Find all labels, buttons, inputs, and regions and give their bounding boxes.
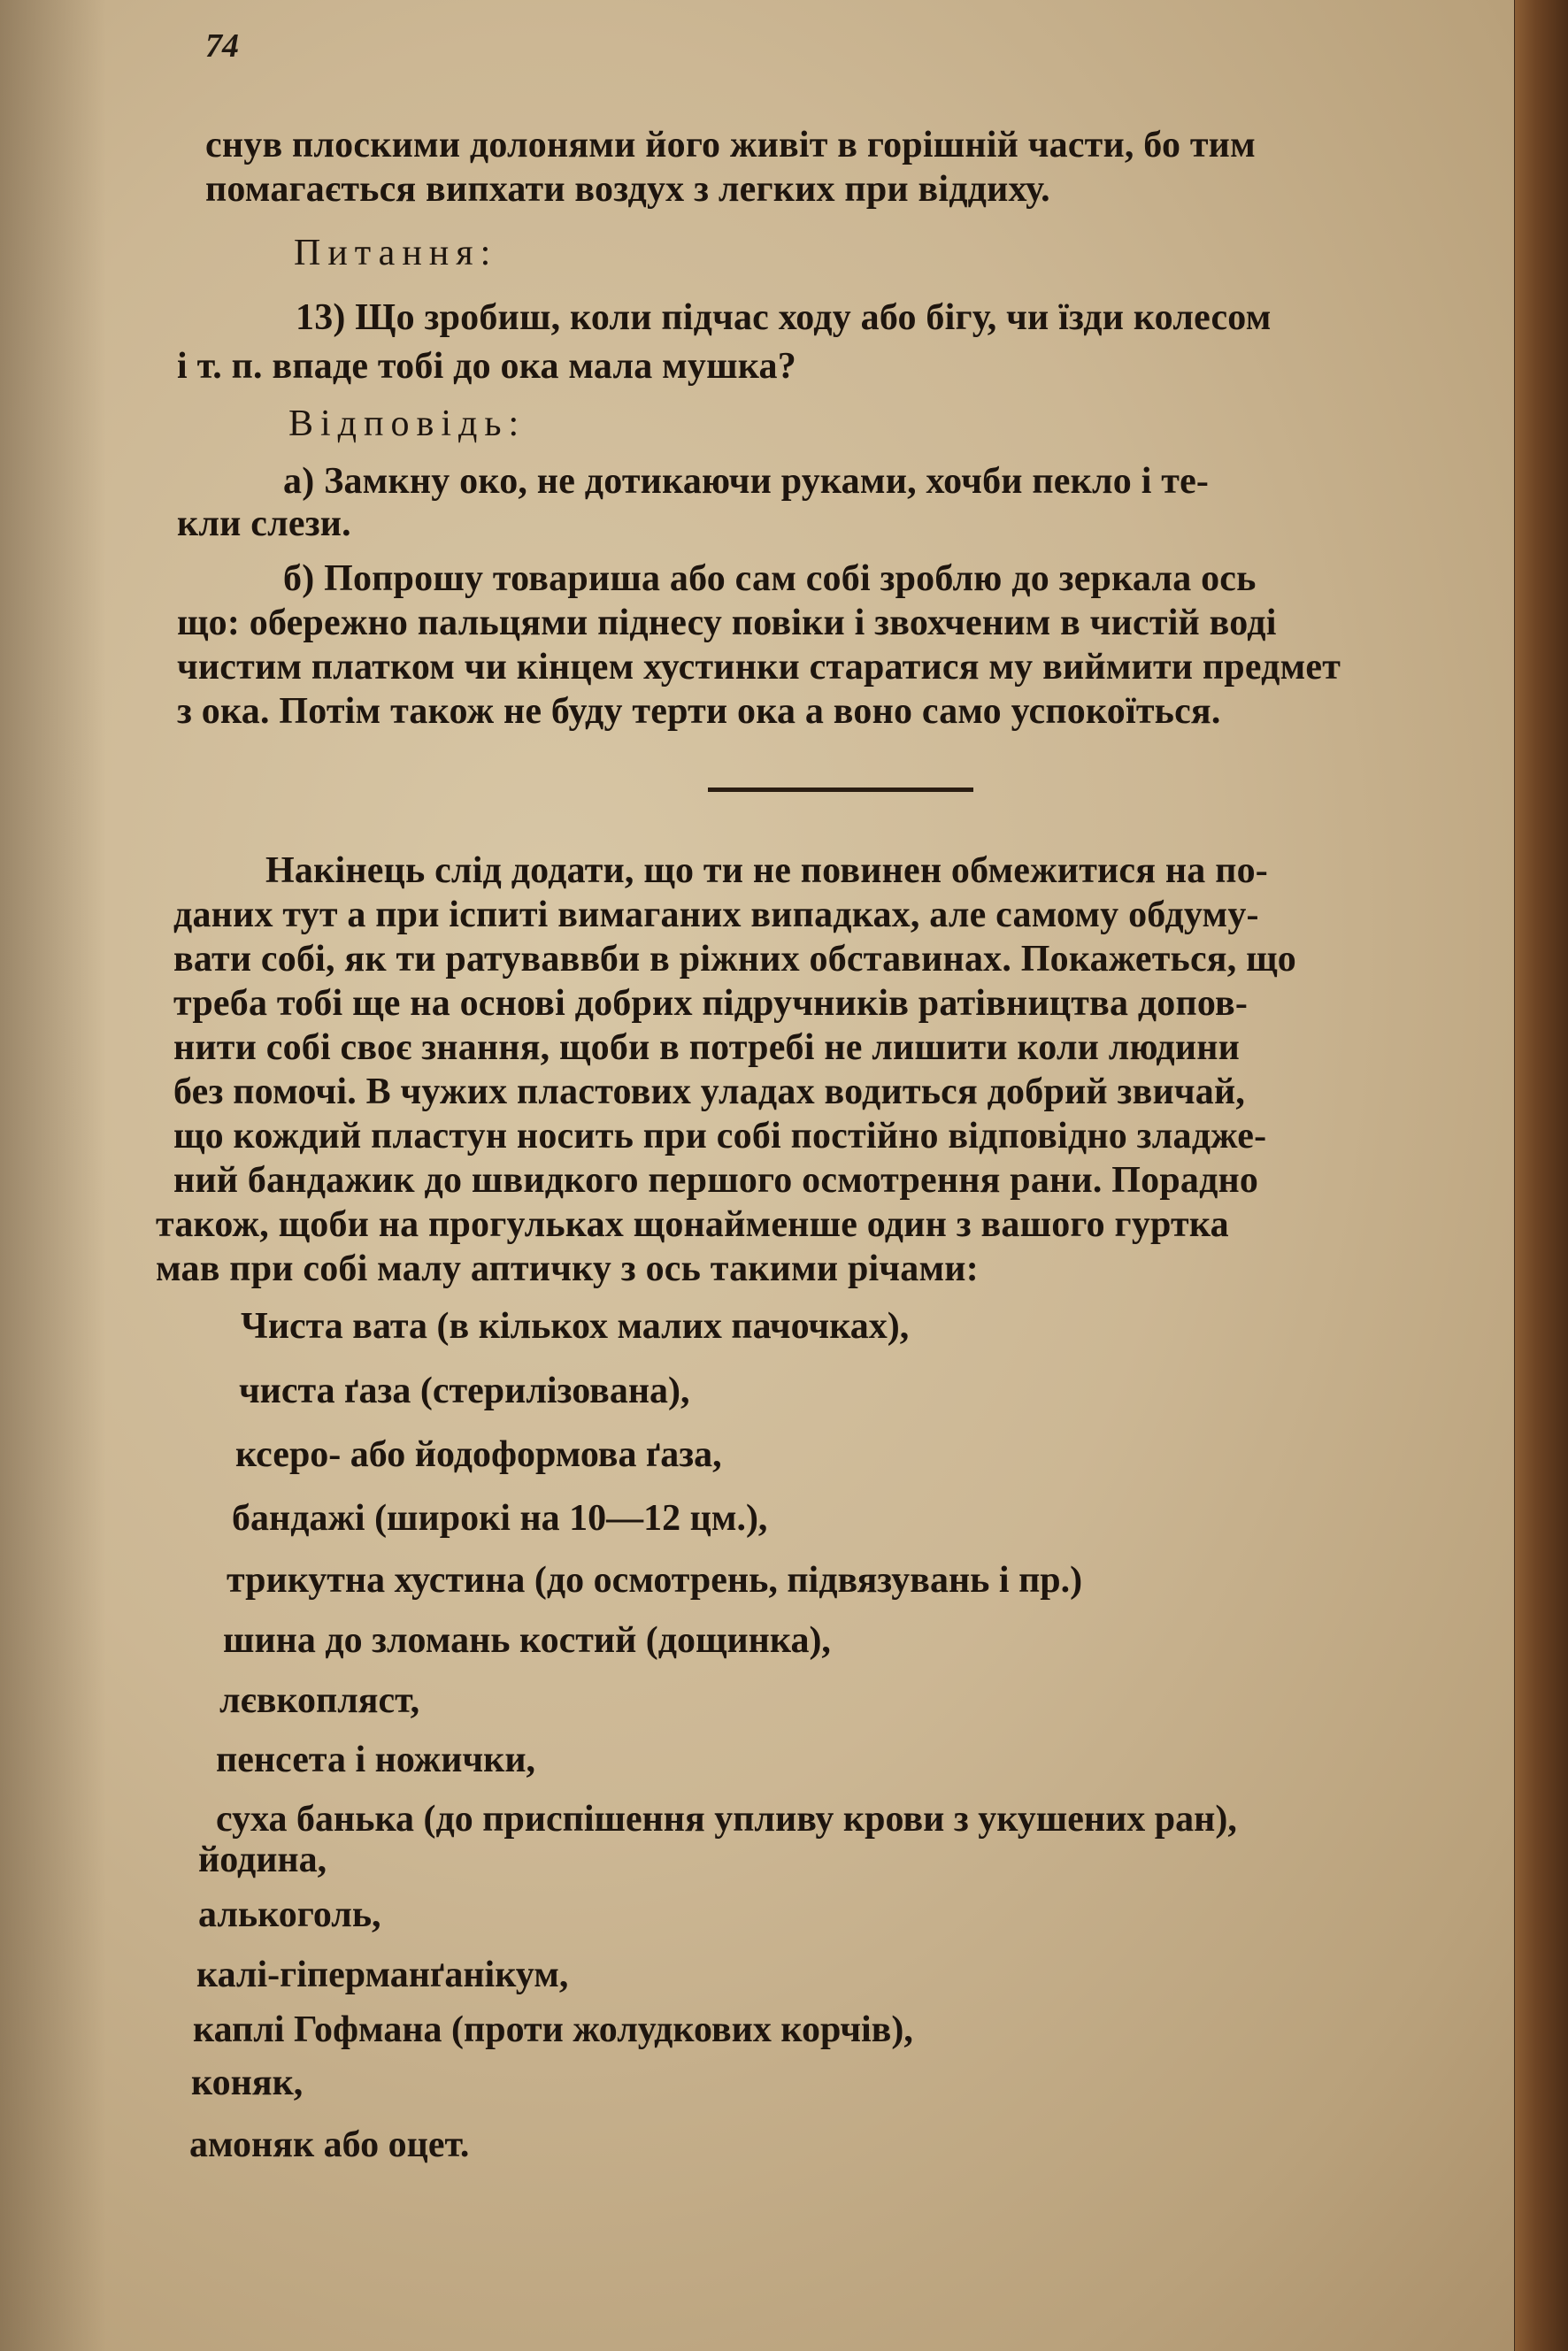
answer-text: б) Попрошу товариша або сам собі зроблю до зеркала ось	[283, 558, 1257, 599]
question-text: і т. п. впаде тобі до ока мала мушка?	[177, 346, 796, 387]
answer-heading: Відповідь:	[288, 403, 527, 444]
text-line: також, щоби на прогульках щонайменше один з вашого гуртка	[156, 1204, 1229, 1245]
answer-text: з ока. Потім також не буду терти ока а воно само успокоїться.	[177, 691, 1221, 732]
list-item: йодина,	[198, 1840, 327, 1880]
text-line: нити собі своє знання, щоби в потребі не лишити коли людини	[173, 1027, 1241, 1068]
section-divider	[708, 788, 973, 792]
question-heading: Питання:	[294, 233, 498, 273]
list-item: алькоголь,	[198, 1894, 381, 1935]
page-number: 74	[205, 27, 239, 65]
list-item: пенсета і ножички,	[216, 1740, 536, 1780]
list-item: лєвкопляст,	[219, 1680, 420, 1721]
answer-text: чистим платком чи кінцем хустинки старатися му виймити предмет	[177, 647, 1341, 688]
answer-text: що: обережно пальцями піднесу повіки і звохченим в чистій воді	[177, 603, 1277, 643]
list-item: суха банька (до приспішення упливу крови з укушених ран),	[216, 1799, 1237, 1840]
text-line: ний бандажик до швидкого першого осмотрення рани. Порадно	[173, 1160, 1259, 1201]
text-line: Накінець слід додати, що ти не повинен обмежитися на по-	[265, 850, 1268, 891]
text-line: треба тобі ще на основі добрих підручників ратівництва допов-	[173, 983, 1249, 1024]
list-item: чиста ґаза (стерилізована),	[239, 1371, 690, 1411]
list-item: шина до зломань костий (дощинка),	[223, 1620, 831, 1661]
list-item: Чиста вата (в кількох малих пачочках),	[241, 1306, 910, 1347]
list-item: ксеро- або йодоформова ґаза,	[235, 1434, 722, 1475]
question-text: 13) Що зробиш, коли підчас ходу або бігу, чи їзди колесом	[296, 297, 1272, 338]
page-binding-edge	[1515, 0, 1568, 2351]
text-line: даних тут а при іспиті вимаганих випадках, але самому обдуму-	[173, 895, 1259, 935]
text-line: вати собі, як ти ратуваввби в ріжних обставинах. Покажеться, що	[173, 939, 1296, 980]
text-line: снув плоскими долонями його живіт в горішній части, бо тим	[205, 125, 1256, 165]
list-item: коняк,	[191, 2063, 304, 2103]
answer-text: кли слези.	[177, 503, 351, 544]
text-line: що кождий пластун носить при собі постійно відповідно зладже-	[173, 1116, 1267, 1156]
list-item: трикутна хустина (до осмотрень, підвязувань і пр.)	[227, 1560, 1083, 1601]
list-item: амоняк або оцет.	[189, 2124, 470, 2165]
text-line: помагається випхати воздух з легких при віддиху.	[205, 169, 1050, 210]
answer-text: а) Замкну око, не дотикаючи руками, хочби пекло і те-	[283, 461, 1210, 502]
list-item: бандажі (широкі на 10—12 цм.),	[232, 1498, 768, 1539]
text-line: мав при собі малу аптичку з ось такими річами:	[156, 1248, 979, 1289]
list-item: калі-гіперманґанікум,	[196, 1955, 569, 1995]
text-line: без помочі. В чужих пластових уладах водиться добрий звичай,	[173, 1072, 1246, 1112]
list-item: каплі Гофмана (проти жолудкових корчів),	[193, 2009, 913, 2050]
